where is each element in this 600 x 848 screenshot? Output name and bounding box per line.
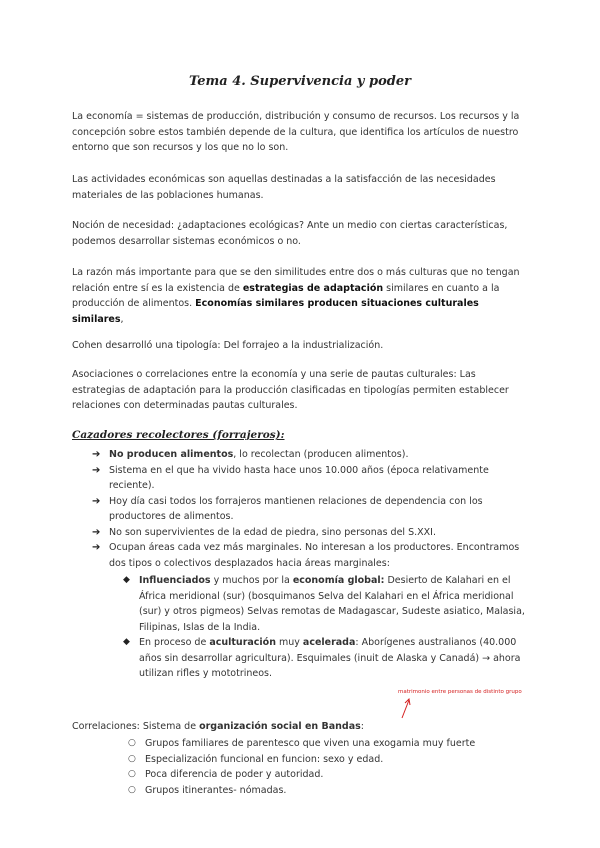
text-span: Ocupan áreas cada vez más marginales. No interesan a los productores. Encontramos dos tipos o colectivos desplazados hacia áreas marginales:: [109, 542, 520, 569]
circle-bullet-icon: ○: [128, 784, 136, 795]
diamond-bullet-icon: ◆: [123, 575, 130, 585]
sub-list: [109, 573, 532, 682]
paragraph-actividades: Las actividades económicas son aquellas destinadas a la satisfacción de las necesidades materiales de las poblaciones humanas.: [72, 174, 496, 201]
arrow-icon: ➔: [92, 449, 101, 460]
text-span: muy: [275, 637, 303, 648]
text-span: En proceso de: [139, 637, 210, 648]
bold-text: aculturación: [209, 637, 276, 648]
sub-list-item: [123, 635, 532, 682]
text-span: : Aborígenes australianos (40.000 años sin desarrollar agricultura). Esquimales (inuit de Alaska y Canadá) → ahora utilizan rifles y mototrineos.: [139, 637, 521, 679]
paragraph-economia: La economía = sistemas de producción, distribución y consumo de recursos. Los recursos y la concepción sobre estos también depende de la cultura, que identifica los artículos de nuestro entorno que son recursos y los que no lo son.: [72, 111, 520, 153]
section-heading: Cazadores recolectores (forrajeros):: [72, 429, 285, 441]
paragraph-razon: [72, 265, 532, 327]
list-item: [92, 525, 532, 541]
text-span: Correlaciones: Sistema de: [72, 721, 200, 732]
sub-list-item: [123, 573, 532, 635]
arrow-icon: ➔: [92, 495, 101, 507]
text-span: y muchos por la: [210, 575, 293, 586]
circle-bullet-icon: ○: [128, 738, 136, 748]
bold-text: acelerada: [302, 637, 356, 648]
arrow-icon: ➔: [92, 542, 101, 553]
text-span: Grupos itinerantes- nómadas.: [145, 784, 287, 796]
bandas-list: [128, 736, 508, 798]
bold-text: Economías similares producen situaciones culturales similares: [72, 298, 479, 325]
paragraph-cohen: Cohen desarrolló una tipología: Del forrajeo a la industrialización.: [72, 340, 384, 351]
bold-text: economía global:: [292, 575, 385, 586]
list-item: [128, 736, 508, 752]
handwritten-annotation: matrimonio entre personas de distinto grupo: [398, 689, 522, 695]
bold-text: organización social en Bandas: [199, 721, 361, 732]
paragraph-asociaciones: Asociaciones o correlaciones entre la economía y una serie de pautas culturales: Las estrategias de adaptación para la producción clasificadas en tipologías permiten establecer relaciones con determinadas pautas culturales.: [72, 369, 509, 411]
text-span: La razón más importante para que se den similitudes entre dos o más culturas que no tengan relación entre sí es la existencia de: [72, 267, 520, 294]
bold-text: No producen alimentos: [109, 449, 234, 460]
text-span: :: [360, 721, 364, 732]
list-item: [128, 767, 508, 783]
text-span: similares en cuanto a la producción de alimentos.: [72, 282, 500, 309]
list-item: [92, 463, 532, 494]
text-span: No son supervivientes de la edad de piedra, sino personas del S.XXI.: [109, 526, 436, 538]
bold-text: Influenciados: [139, 575, 211, 586]
diamond-bullet-icon: ◆: [123, 637, 130, 647]
text-span: Hoy día casi todos los forrajeros mantienen relaciones de dependencia con los productores de alimentos.: [109, 495, 483, 522]
text-span: Especialización funcional en funcion: sexo y edad.: [145, 753, 384, 765]
text-span: , lo recolectan (producen alimentos).: [233, 449, 409, 460]
page-title: Tema 4. Supervivencia y poder: [189, 74, 411, 89]
list-item: [128, 783, 508, 799]
text-span: Sistema en el que ha vivido hasta hace unos 10.000 años (época relativamente reciente).: [109, 464, 489, 491]
forrajeros-list: [92, 447, 532, 682]
circle-bullet-icon: ○: [128, 753, 136, 764]
correlaciones-line: [72, 719, 364, 735]
list-item: [92, 447, 532, 463]
text-span: Poca diferencia de poder y autoridad.: [145, 769, 324, 780]
text-span: ,: [120, 313, 124, 325]
annotation-arrow-icon: [400, 697, 414, 719]
text-span: Desierto de Kalahari en el África meridional (sur) (bosquimanos Selva del Kalahari en el África meridional (sur) y otros pigmeos) Selvas remotas de Madagascar, Sudeste asiatico, Malasia, Filipinas, Islas de la India.: [139, 575, 525, 633]
bold-text: estrategias de adaptación: [242, 282, 384, 294]
paragraph-necesidad: Noción de necesidad: ¿adaptaciones ecológicas? Ante un medio con ciertas características, podemos desarrollar sistemas económicos o no.: [72, 220, 508, 247]
arrow-icon: ➔: [92, 526, 101, 538]
list-item: [92, 494, 532, 525]
list-item: [92, 540, 532, 682]
arrow-icon: ➔: [92, 464, 101, 476]
text-span: Grupos familiares de parentesco que viven una exogamia muy fuerte: [145, 738, 476, 749]
list-item: [128, 752, 508, 768]
circle-bullet-icon: ○: [128, 769, 136, 779]
